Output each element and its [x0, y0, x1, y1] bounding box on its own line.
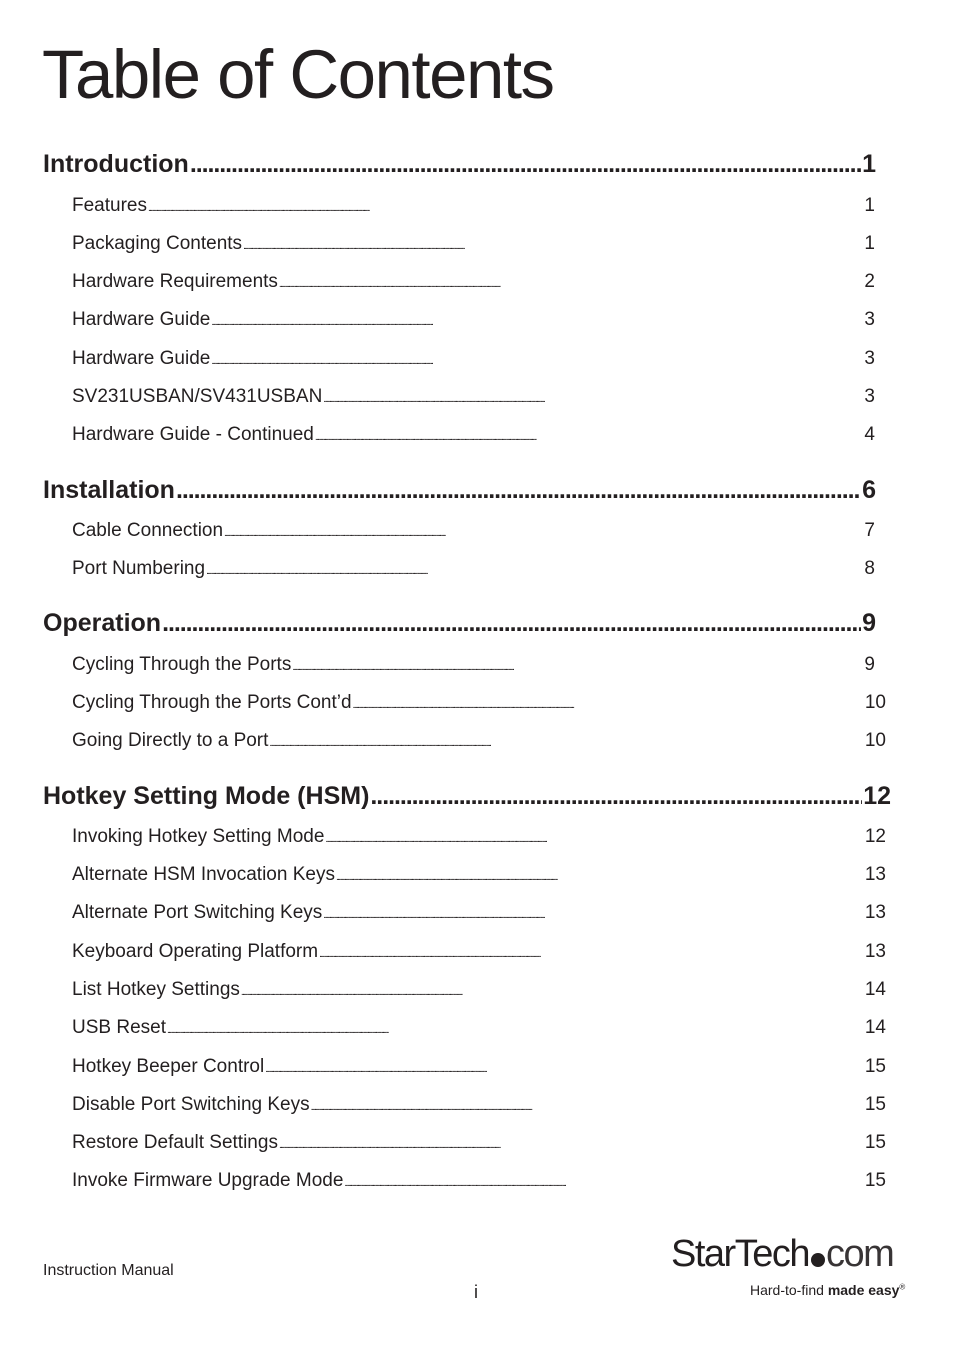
dot-leader	[241, 987, 864, 998]
toc-entry-page: 7	[864, 520, 875, 541]
dot-leader	[370, 782, 862, 811]
dot-leader	[167, 1025, 864, 1036]
toc-entry-hardware-guide[interactable]	[72, 309, 875, 331]
toc-entry-page: 6	[862, 476, 876, 504]
toc-entry-page: 3	[864, 386, 875, 407]
toc-entry-page: 3	[864, 309, 875, 330]
toc-entry-page: 9	[864, 654, 875, 675]
dot-leader	[311, 1102, 864, 1113]
footer-document-label: Instruction Manual	[43, 1262, 174, 1279]
page-number: i	[474, 1282, 478, 1302]
dot-leader	[224, 528, 863, 539]
logo-dot-icon	[811, 1253, 825, 1267]
toc-entry-label: Port Numbering	[72, 558, 206, 579]
toc-entry-label: Alternate Port Switching Keys	[72, 902, 323, 923]
toc-entry-page: 13	[864, 902, 886, 923]
toc-entry-alternate-port-keys[interactable]	[72, 902, 886, 924]
dot-leader	[243, 241, 863, 252]
registered-mark: ®	[899, 1282, 906, 1292]
toc-entry-label: Cable Connection	[72, 520, 224, 541]
startech-logo	[671, 1232, 911, 1302]
dot-leader	[211, 356, 863, 367]
toc-entry-hotkey-setting-mode[interactable]	[43, 782, 891, 811]
toc-entry-page: 2	[864, 271, 875, 292]
toc-entry-label: Operation	[43, 609, 162, 637]
toc-entry-label: Cycling Through the Ports	[72, 654, 292, 675]
toc-entry-label: Disable Port Switching Keys	[72, 1094, 310, 1115]
toc-entry-page: 15	[864, 1132, 886, 1153]
toc-entry-label: Going Directly to a Port	[72, 730, 269, 751]
logo-wordmark-start: StarTech	[671, 1233, 809, 1275]
toc-entry-hotkey-beeper[interactable]	[72, 1056, 886, 1078]
toc-entry-label: Features	[72, 195, 147, 216]
dot-leader	[176, 476, 861, 505]
toc-entry-page: 13	[864, 864, 886, 885]
toc-entry-restore-defaults[interactable]	[72, 1132, 886, 1154]
toc-entry-label: Restore Default Settings	[72, 1132, 278, 1153]
toc-entry-page: 15	[864, 1094, 886, 1115]
toc-entry-introduction[interactable]	[43, 150, 876, 179]
toc-entry-label: Keyboard Operating Platform	[72, 941, 319, 962]
dot-leader	[148, 203, 863, 214]
toc-entry-page: 15	[864, 1056, 886, 1077]
page-title: Table of Contents	[42, 36, 554, 113]
dot-leader	[265, 1064, 864, 1075]
toc-entry-page: 12	[863, 782, 891, 810]
toc-entry-page: 8	[864, 558, 875, 579]
toc-entry-page: 14	[864, 1017, 886, 1038]
toc-entry-label: Hardware Guide	[72, 348, 211, 369]
logo-tagline	[750, 1282, 905, 1298]
toc-entry-label: Cycling Through the Ports Cont’d	[72, 692, 352, 713]
toc-entry-label: List Hotkey Settings	[72, 979, 240, 1000]
dot-leader	[315, 432, 864, 443]
toc-entry-label: USB Reset	[72, 1017, 166, 1038]
toc-entry-label: Invoke Firmware Upgrade Mode	[72, 1170, 344, 1191]
dot-leader	[211, 317, 863, 328]
toc-entry-label: Introduction	[43, 150, 189, 178]
dot-leader	[319, 949, 864, 960]
toc-entry-page: 1	[862, 150, 876, 178]
toc-entry-label: Hardware Requirements	[72, 271, 278, 292]
toc-entry-packaging-contents[interactable]	[72, 233, 875, 255]
toc-entry-page: 3	[864, 348, 875, 369]
toc-entry-model-numbers[interactable]	[72, 386, 875, 408]
toc-entry-disable-port-keys[interactable]	[72, 1094, 886, 1116]
dot-leader	[325, 834, 863, 845]
dot-leader	[344, 1178, 863, 1189]
toc-entry-label: Hardware Guide	[72, 309, 211, 330]
toc-entry-hardware-requirements[interactable]	[72, 271, 875, 293]
toc-entry-label: Hotkey Setting Mode (HSM)	[43, 782, 370, 810]
toc-entry-page: 15	[864, 1170, 886, 1191]
toc-entry-hardware-guide-continued[interactable]	[72, 424, 875, 446]
dot-leader	[190, 150, 861, 179]
toc-entry-label: Alternate HSM Invocation Keys	[72, 864, 335, 885]
toc-entry-usb-reset[interactable]	[72, 1017, 886, 1039]
toc-entry-label: Installation	[43, 476, 175, 504]
dot-leader	[292, 662, 863, 673]
logo-wordmark-end: com	[825, 1233, 894, 1275]
toc-entry-page: 14	[864, 979, 886, 1000]
toc-entry-page: 10	[864, 730, 886, 751]
logo-tagline-light: Hard-to-find	[750, 1282, 828, 1298]
toc-entry-page: 12	[864, 826, 886, 847]
toc-entry-page: 9	[862, 609, 876, 637]
dot-leader	[269, 738, 863, 749]
toc-entry-list-hotkey-settings[interactable]	[72, 979, 886, 1001]
toc-entry-label: Invoking Hotkey Setting Mode	[72, 826, 325, 847]
toc-entry-page: 1	[864, 233, 875, 254]
toc-entry-invoking-hsm[interactable]	[72, 826, 886, 848]
toc-entry-cycling-through-ports[interactable]	[72, 654, 875, 676]
dot-leader	[336, 872, 864, 883]
toc-entry-label: Packaging Contents	[72, 233, 243, 254]
toc-entry-firmware-upgrade[interactable]	[72, 1170, 886, 1192]
toc-entry-page: 1	[864, 195, 875, 216]
toc-entry-page: 13	[864, 941, 886, 962]
dot-leader	[279, 279, 864, 290]
toc-entry-label: Hotkey Beeper Control	[72, 1056, 265, 1077]
toc-entry-alternate-hsm-keys[interactable]	[72, 864, 886, 886]
dot-leader	[353, 700, 864, 711]
toc-entry-page: 4	[864, 424, 875, 445]
dot-leader	[323, 394, 863, 405]
dot-leader	[162, 609, 861, 638]
dot-leader	[279, 1140, 864, 1151]
toc-entry-label: Hardware Guide - Continued	[72, 424, 314, 445]
toc-entry-going-directly-to-port[interactable]	[72, 730, 886, 752]
toc-entry-installation[interactable]	[43, 476, 876, 505]
toc-entry-features[interactable]	[72, 195, 875, 217]
toc-entry-cable-connection[interactable]	[72, 520, 875, 542]
logo-wordmark	[671, 1232, 893, 1276]
logo-tagline-bold: made easy	[827, 1282, 900, 1298]
dot-leader	[323, 910, 864, 921]
toc-entry-cycling-through-ports-contd[interactable]	[72, 692, 886, 714]
toc-entry-operation[interactable]	[43, 609, 876, 638]
toc-entry-hardware-guide-2[interactable]	[72, 348, 875, 370]
toc-entry-label: SV231USBAN/SV431USBAN	[72, 386, 323, 407]
toc-entry-keyboard-platform[interactable]	[72, 941, 886, 963]
toc-entry-page: 10	[864, 692, 886, 713]
toc-entry-port-numbering[interactable]	[72, 558, 875, 580]
dot-leader	[206, 566, 863, 577]
